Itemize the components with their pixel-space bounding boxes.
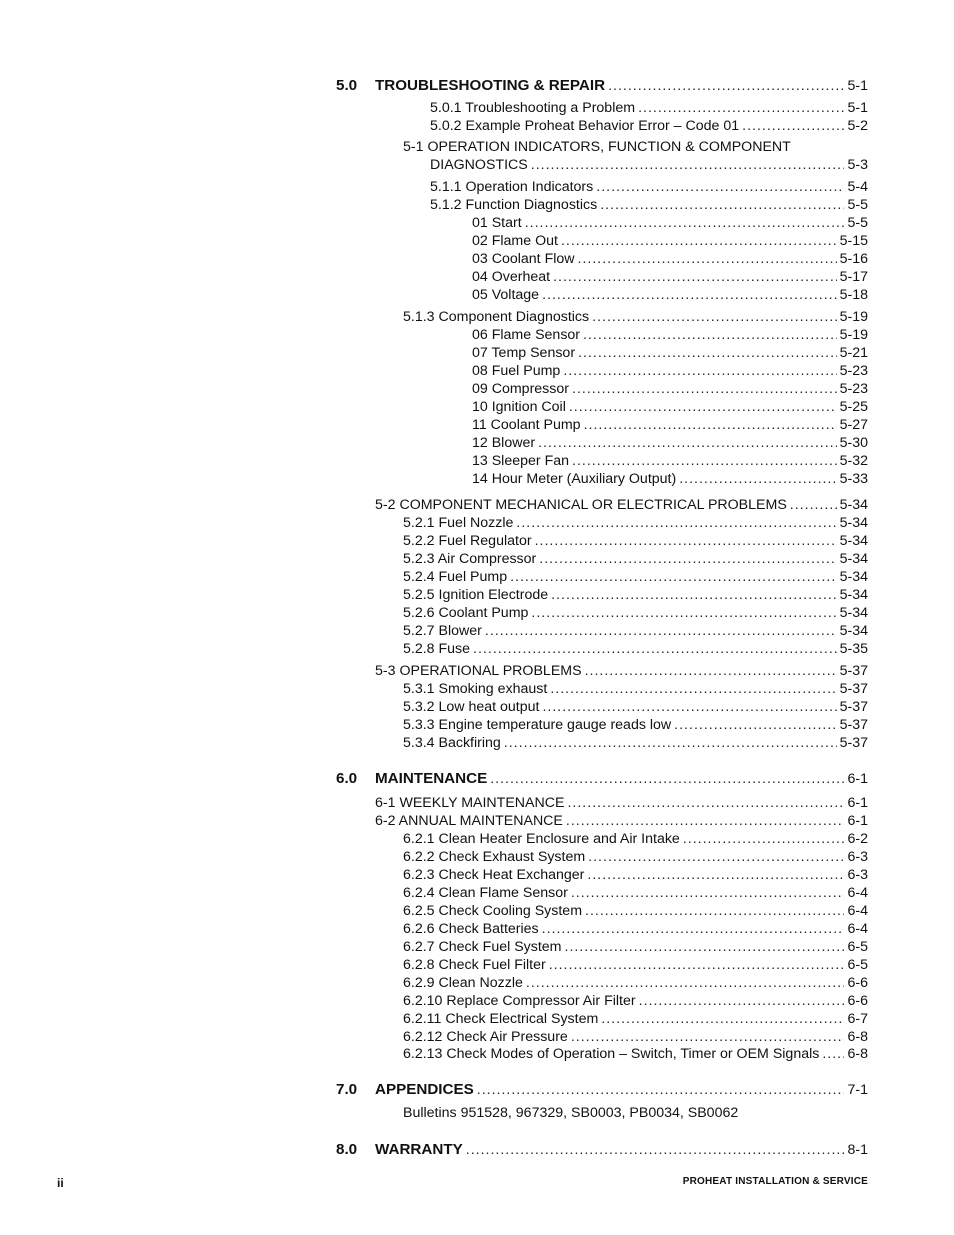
dot-leader bbox=[572, 452, 837, 470]
toc-page-number: 6-4 bbox=[847, 921, 868, 937]
dot-leader bbox=[565, 938, 845, 956]
dot-leader bbox=[679, 470, 836, 488]
toc-entry bbox=[430, 117, 868, 135]
toc-entry-label: MAINTENANCE bbox=[375, 770, 488, 787]
toc-page-number: 5-1 bbox=[847, 100, 868, 116]
toc-entry-label: 07 Temp Sensor bbox=[472, 345, 576, 361]
toc-entry-label: 5.2.8 Fuse bbox=[403, 641, 471, 657]
toc-page-number: 5-33 bbox=[839, 471, 868, 487]
toc-page-number: 5-19 bbox=[839, 327, 868, 343]
toc-page-number: 5-5 bbox=[847, 215, 868, 231]
toc-entry bbox=[403, 1028, 868, 1046]
toc-entry bbox=[472, 362, 868, 380]
toc-entry-label: 14 Hour Meter (Auxiliary Output) bbox=[472, 471, 677, 487]
toc-section-number: 7.0 bbox=[336, 1081, 358, 1098]
dot-leader bbox=[550, 680, 836, 698]
toc-entry-label: 03 Coolant Flow bbox=[472, 251, 575, 267]
footer-title: PROHEAT INSTALLATION & SERVICE bbox=[682, 1176, 868, 1187]
toc-entry bbox=[403, 604, 868, 622]
dot-leader bbox=[542, 920, 845, 938]
dot-leader bbox=[588, 848, 844, 866]
toc-entry-label: 5.2.2 Fuel Regulator bbox=[403, 533, 532, 549]
toc-section-heading bbox=[336, 1081, 868, 1099]
toc-entry-label: TROUBLESHOOTING & REPAIR bbox=[375, 77, 606, 94]
toc-entry bbox=[375, 662, 868, 680]
toc-entry-label: 5.2.1 Fuel Nozzle bbox=[403, 515, 514, 531]
toc-entry bbox=[403, 848, 868, 866]
toc-entry-label: 04 Overheat bbox=[472, 269, 551, 285]
dot-leader bbox=[583, 326, 837, 344]
toc-entry bbox=[403, 568, 868, 586]
toc-page-number: 6-3 bbox=[847, 849, 868, 865]
toc-entry-label: 6.2.6 Check Batteries bbox=[403, 921, 539, 937]
toc-entry bbox=[430, 178, 868, 196]
toc-entry bbox=[375, 496, 868, 514]
dot-leader bbox=[561, 232, 837, 250]
toc-page-number: 6-4 bbox=[847, 885, 868, 901]
dot-leader bbox=[585, 662, 837, 680]
toc-entry-label: 5.2.7 Blower bbox=[403, 623, 482, 639]
toc-entry bbox=[403, 550, 868, 568]
toc-page-number: 5-5 bbox=[847, 197, 868, 213]
dot-leader bbox=[638, 99, 844, 117]
toc-page-number: 6-6 bbox=[847, 993, 868, 1009]
toc-page-number: 6-3 bbox=[847, 867, 868, 883]
dot-leader bbox=[553, 268, 837, 286]
toc-entry-label: 5-1 OPERATION INDICATORS, FUNCTION & COMPONENT bbox=[403, 139, 791, 155]
toc-entry bbox=[403, 622, 868, 640]
toc-page-number: 6-8 bbox=[847, 1046, 868, 1062]
toc-entry bbox=[403, 138, 868, 156]
toc-section-number: 8.0 bbox=[336, 1141, 358, 1158]
toc-entry-label: 6.2.5 Check Cooling System bbox=[403, 903, 583, 919]
toc-entry-label: 5.2.4 Fuel Pump bbox=[403, 569, 508, 585]
toc-entry bbox=[430, 156, 868, 174]
toc-page-number: 5-34 bbox=[839, 533, 868, 549]
toc-entry-label: 08 Fuel Pump bbox=[472, 363, 561, 379]
dot-leader bbox=[485, 622, 837, 640]
toc-entry bbox=[403, 902, 868, 920]
dot-leader bbox=[466, 1141, 845, 1159]
toc-entry-label: 6-1 WEEKLY MAINTENANCE bbox=[375, 795, 565, 811]
toc-page-number: 5-30 bbox=[839, 435, 868, 451]
dot-leader bbox=[571, 1028, 845, 1046]
toc-entry bbox=[403, 974, 868, 992]
dot-leader bbox=[539, 550, 836, 568]
toc-entry-label: 5.1.3 Component Diagnostics bbox=[403, 309, 590, 325]
toc-page-number: 5-25 bbox=[839, 399, 868, 415]
toc-entry-label: APPENDICES bbox=[375, 1081, 474, 1098]
toc-entry-label: 6.2.9 Clean Nozzle bbox=[403, 975, 523, 991]
toc-entry-label: 6.2.3 Check Heat Exchanger bbox=[403, 867, 585, 883]
toc-entry-label: 10 Ignition Coil bbox=[472, 399, 566, 415]
toc-entry bbox=[472, 452, 868, 470]
toc-page-number: 6-5 bbox=[847, 957, 868, 973]
toc-page-number: 5-2 bbox=[847, 118, 868, 134]
toc-entry bbox=[472, 214, 868, 232]
toc-entry-label: 5-3 OPERATIONAL PROBLEMS bbox=[375, 663, 582, 679]
dot-leader bbox=[516, 514, 836, 532]
toc-page-number: 5-37 bbox=[839, 735, 868, 751]
toc-entry bbox=[472, 344, 868, 362]
toc-page-number: 7-1 bbox=[847, 1082, 868, 1098]
toc-entry-label: 02 Flame Out bbox=[472, 233, 558, 249]
dot-leader bbox=[601, 1010, 844, 1028]
toc-page-number: 5-32 bbox=[839, 453, 868, 469]
dot-leader bbox=[683, 830, 845, 848]
toc-entry-label: 6.2.12 Check Air Pressure bbox=[403, 1029, 568, 1045]
dot-leader bbox=[531, 156, 845, 174]
toc-entry bbox=[375, 794, 868, 812]
toc-entry-label: 5.3.3 Engine temperature gauge reads low bbox=[403, 717, 672, 733]
toc-page-number: 5-34 bbox=[839, 569, 868, 585]
toc-entry bbox=[403, 680, 868, 698]
toc-page-number: 5-34 bbox=[839, 515, 868, 531]
toc-entry-label: 5.2.3 Air Compressor bbox=[403, 551, 537, 567]
dot-leader bbox=[639, 992, 845, 1010]
toc-page-number: 6-1 bbox=[847, 813, 868, 829]
toc-entry-label: 09 Compressor bbox=[472, 381, 569, 397]
toc-page-number: 6-7 bbox=[847, 1011, 868, 1027]
toc-page-number: 5-37 bbox=[839, 681, 868, 697]
toc-entry bbox=[403, 1045, 868, 1063]
dot-leader bbox=[490, 770, 844, 788]
toc-page-number: 5-34 bbox=[839, 623, 868, 639]
toc-entry-label: 5.3.4 Backfiring bbox=[403, 735, 501, 751]
toc-entry bbox=[403, 698, 868, 716]
toc-page-number: 5-19 bbox=[839, 309, 868, 325]
dot-leader bbox=[531, 604, 836, 622]
dot-leader bbox=[790, 496, 837, 514]
toc-page-number: 5-37 bbox=[839, 663, 868, 679]
toc-entry bbox=[472, 286, 868, 304]
dot-leader bbox=[510, 568, 836, 586]
toc-entry-label: 5.2.5 Ignition Electrode bbox=[403, 587, 549, 603]
dot-leader bbox=[592, 308, 836, 326]
toc-entry-label: 5.3.2 Low heat output bbox=[403, 699, 540, 715]
toc-section-heading bbox=[336, 1141, 868, 1159]
toc-page-number: 6-6 bbox=[847, 975, 868, 991]
toc-entry-label: 6.2.1 Clean Heater Enclosure and Air Intake bbox=[403, 831, 680, 847]
toc-entry bbox=[403, 586, 868, 604]
toc-entry bbox=[472, 398, 868, 416]
toc-entry bbox=[403, 734, 868, 752]
toc-page-number: 5-16 bbox=[839, 251, 868, 267]
dot-leader bbox=[542, 286, 837, 304]
dot-leader bbox=[608, 77, 844, 95]
toc-page-number: 6-1 bbox=[847, 771, 868, 787]
toc-section-number: 5.0 bbox=[336, 77, 358, 94]
toc-page-number: 5-18 bbox=[839, 287, 868, 303]
toc-entry bbox=[472, 268, 868, 286]
toc-entry bbox=[430, 99, 868, 117]
toc-entry-label: 5.0.2 Example Proheat Behavior Error – Code 01 bbox=[430, 118, 740, 134]
dot-leader bbox=[585, 902, 844, 920]
toc-entry bbox=[375, 812, 868, 830]
toc-entry bbox=[403, 1010, 868, 1028]
toc-page-number: 5-34 bbox=[839, 497, 868, 513]
toc-entry bbox=[403, 920, 868, 938]
toc-entry-label: 6.2.4 Clean Flame Sensor bbox=[403, 885, 568, 901]
toc-page-number: 6-1 bbox=[847, 795, 868, 811]
toc-entry-label: 5.1.2 Function Diagnostics bbox=[430, 197, 598, 213]
toc-page-number: 5-35 bbox=[839, 641, 868, 657]
toc-entry-label: DIAGNOSTICS bbox=[430, 157, 528, 173]
toc-entry-label: 6.2.11 Check Electrical System bbox=[403, 1011, 599, 1027]
toc-page-number: 5-27 bbox=[839, 417, 868, 433]
toc-entry-label: 5.0.1 Troubleshooting a Problem bbox=[430, 100, 636, 116]
toc-page-number: 8-1 bbox=[847, 1142, 868, 1158]
toc-entry bbox=[472, 250, 868, 268]
toc-entry-label: 01 Start bbox=[472, 215, 522, 231]
toc-entry-label: 12 Blower bbox=[472, 435, 536, 451]
dot-leader bbox=[526, 974, 845, 992]
toc-page-number: 5-34 bbox=[839, 605, 868, 621]
dot-leader bbox=[563, 362, 836, 380]
toc-section-heading bbox=[336, 770, 868, 788]
toc-page-number: 5-34 bbox=[839, 587, 868, 603]
toc-entry-label: 5.3.1 Smoking exhaust bbox=[403, 681, 548, 697]
toc-entry bbox=[403, 956, 868, 974]
toc-entry bbox=[472, 380, 868, 398]
toc-entry bbox=[472, 470, 868, 488]
dot-leader bbox=[578, 344, 837, 362]
page-number: ii bbox=[57, 1176, 64, 1190]
toc-entry bbox=[403, 830, 868, 848]
toc-entry bbox=[472, 416, 868, 434]
dot-leader bbox=[742, 117, 844, 135]
toc-entry bbox=[403, 1104, 868, 1122]
toc-page-number: 5-23 bbox=[839, 363, 868, 379]
toc-entry bbox=[472, 326, 868, 344]
dot-leader bbox=[569, 398, 837, 416]
dot-leader bbox=[571, 884, 845, 902]
dot-leader bbox=[572, 380, 837, 398]
dot-leader bbox=[538, 434, 837, 452]
dot-leader bbox=[525, 214, 845, 232]
toc-entry-label: 6.2.8 Check Fuel Filter bbox=[403, 957, 546, 973]
toc-entry bbox=[430, 196, 868, 214]
toc-entry bbox=[403, 884, 868, 902]
toc-page-number: 6-2 bbox=[847, 831, 868, 847]
toc-page-number: 5-23 bbox=[839, 381, 868, 397]
toc-page-number: 6-5 bbox=[847, 939, 868, 955]
dot-leader bbox=[600, 196, 844, 214]
toc-entry bbox=[472, 434, 868, 452]
toc-entry-label: 06 Flame Sensor bbox=[472, 327, 581, 343]
toc-entry bbox=[403, 532, 868, 550]
toc-entry-label: 5.1.1 Operation Indicators bbox=[430, 179, 594, 195]
dot-leader bbox=[477, 1081, 845, 1099]
toc-entry-label: 6.2.13 Check Modes of Operation – Switch, Timer or OEM Signals bbox=[403, 1046, 820, 1062]
toc-section-number: 6.0 bbox=[336, 770, 358, 787]
dot-leader bbox=[551, 586, 836, 604]
toc-entry-label: Bulletins 951528, 967329, SB0003, PB0034, SB0062 bbox=[403, 1105, 739, 1121]
dot-leader bbox=[473, 640, 837, 658]
toc-page-number: 5-37 bbox=[839, 717, 868, 733]
toc-entry-label: 6.2.2 Check Exhaust System bbox=[403, 849, 586, 865]
dot-leader bbox=[504, 734, 837, 752]
dot-leader bbox=[535, 532, 837, 550]
toc-entry bbox=[403, 308, 868, 326]
dot-leader bbox=[674, 716, 836, 734]
toc-page-number: 5-21 bbox=[839, 345, 868, 361]
toc-entry bbox=[403, 640, 868, 658]
toc-entry-label: 5.2.6 Coolant Pump bbox=[403, 605, 529, 621]
toc-entry-label: WARRANTY bbox=[375, 1141, 463, 1158]
toc-entry-label: 13 Sleeper Fan bbox=[472, 453, 570, 469]
toc-entry bbox=[403, 938, 868, 956]
dot-leader bbox=[596, 178, 844, 196]
dot-leader bbox=[549, 956, 845, 974]
toc-page-number: 5-4 bbox=[847, 179, 868, 195]
toc-entry-label: 6-2 ANNUAL MAINTENANCE bbox=[375, 813, 563, 829]
dot-leader bbox=[822, 1045, 844, 1063]
toc-entry bbox=[472, 232, 868, 250]
dot-leader bbox=[578, 250, 837, 268]
toc-page-number: 5-17 bbox=[839, 269, 868, 285]
dot-leader bbox=[584, 416, 837, 434]
toc-entry bbox=[403, 866, 868, 884]
toc-section-heading bbox=[336, 77, 868, 95]
dot-leader bbox=[587, 866, 844, 884]
toc-entry bbox=[403, 514, 868, 532]
toc-entry bbox=[403, 716, 868, 734]
dot-leader bbox=[567, 794, 844, 812]
toc-page-number: 6-4 bbox=[847, 903, 868, 919]
toc-page-number: 5-34 bbox=[839, 551, 868, 567]
toc-entry-label: 05 Voltage bbox=[472, 287, 540, 303]
dot-leader bbox=[542, 698, 836, 716]
toc-entry-label: 5-2 COMPONENT MECHANICAL OR ELECTRICAL PROBLEMS bbox=[375, 497, 787, 513]
toc-entry bbox=[403, 992, 868, 1010]
toc-page-number: 5-15 bbox=[839, 233, 868, 249]
toc-entry-label: 11 Coolant Pump bbox=[472, 417, 581, 433]
toc-page-number: 6-8 bbox=[847, 1029, 868, 1045]
toc-page-number: 5-37 bbox=[839, 699, 868, 715]
toc-entry-label: 6.2.7 Check Fuel System bbox=[403, 939, 562, 955]
toc-page-number: 5-3 bbox=[847, 157, 868, 173]
toc-page-number: 5-1 bbox=[847, 78, 868, 94]
dot-leader bbox=[566, 812, 845, 830]
toc-entry-label: 6.2.10 Replace Compressor Air Filter bbox=[403, 993, 636, 1009]
